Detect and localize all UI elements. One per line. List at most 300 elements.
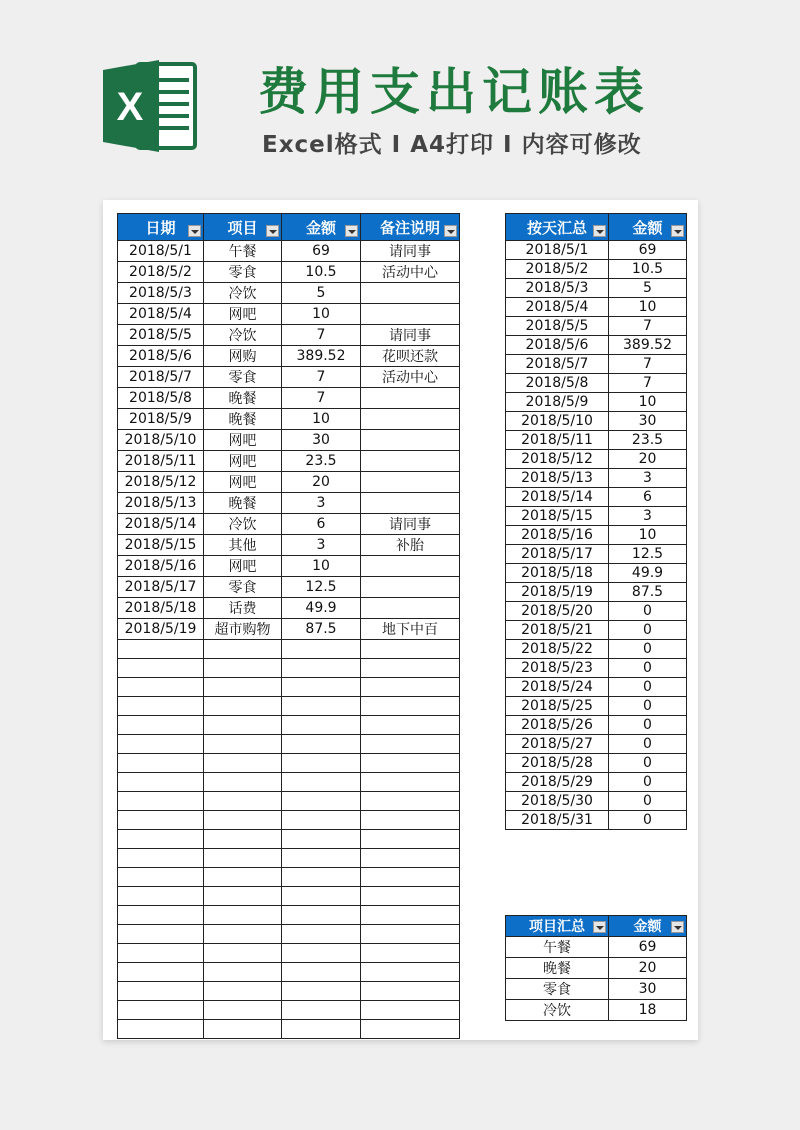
item-summary-table bbox=[505, 915, 687, 1021]
daily-cell[interactable]: 2018/5/1 bbox=[506, 241, 609, 260]
daily-cell[interactable]: 2018/5/20 bbox=[506, 602, 609, 621]
expense-empty-cell[interactable] bbox=[204, 868, 282, 887]
expense-empty-cell[interactable] bbox=[282, 659, 361, 678]
daily-row bbox=[506, 393, 687, 412]
daily-row bbox=[506, 507, 687, 526]
daily-cell[interactable]: 2018/5/3 bbox=[506, 279, 609, 298]
expense-cell[interactable]: 2018/5/6 bbox=[118, 346, 204, 367]
expense-cell[interactable]: 12.5 bbox=[282, 577, 361, 598]
filter-dropdown-icon[interactable] bbox=[593, 225, 606, 237]
expense-cell[interactable] bbox=[361, 556, 460, 577]
expense-empty-cell[interactable] bbox=[118, 659, 204, 678]
daily-cell[interactable]: 2018/5/18 bbox=[506, 564, 609, 583]
expense-empty-cell[interactable] bbox=[282, 697, 361, 716]
expense-empty-cell[interactable] bbox=[282, 849, 361, 868]
expense-empty-cell[interactable] bbox=[118, 773, 204, 792]
daily-cell[interactable]: 10 bbox=[609, 526, 687, 545]
expense-empty-cell[interactable] bbox=[204, 1001, 282, 1020]
expense-empty-cell[interactable] bbox=[204, 982, 282, 1001]
expense-cell[interactable]: 其他 bbox=[204, 535, 282, 556]
expense-row bbox=[118, 514, 460, 535]
daily-row bbox=[506, 241, 687, 260]
expense-cell[interactable]: 6 bbox=[282, 514, 361, 535]
daily-row bbox=[506, 640, 687, 659]
expense-empty-cell[interactable] bbox=[118, 640, 204, 659]
expense-row bbox=[118, 325, 460, 346]
daily-cell[interactable]: 2018/5/15 bbox=[506, 507, 609, 526]
daily-cell[interactable]: 0 bbox=[609, 640, 687, 659]
daily-cell[interactable]: 0 bbox=[609, 773, 687, 792]
expense-cell[interactable]: 2018/5/4 bbox=[118, 304, 204, 325]
expense-empty-cell[interactable] bbox=[361, 1020, 460, 1039]
expense-cell[interactable]: 49.9 bbox=[282, 598, 361, 619]
expense-cell[interactable]: 补胎 bbox=[361, 535, 460, 556]
expense-cell[interactable]: 零食 bbox=[204, 367, 282, 388]
expense-empty-cell[interactable] bbox=[361, 1001, 460, 1020]
daily-row bbox=[506, 488, 687, 507]
expense-cell[interactable]: 10 bbox=[282, 556, 361, 577]
expense-cell[interactable]: 2018/5/17 bbox=[118, 577, 204, 598]
daily-cell[interactable]: 2018/5/26 bbox=[506, 716, 609, 735]
expense-empty-cell[interactable] bbox=[282, 906, 361, 925]
daily-cell[interactable]: 2018/5/16 bbox=[506, 526, 609, 545]
expense-empty-cell[interactable] bbox=[204, 754, 282, 773]
item-cell[interactable]: 69 bbox=[609, 937, 687, 958]
expense-cell[interactable]: 网吧 bbox=[204, 472, 282, 493]
expense-cell[interactable]: 活动中心 bbox=[361, 262, 460, 283]
expense-cell[interactable]: 2018/5/12 bbox=[118, 472, 204, 493]
expense-cell[interactable]: 地下中百 bbox=[361, 619, 460, 640]
expense-row bbox=[118, 262, 460, 283]
daily-header-1: 金额 bbox=[609, 214, 687, 241]
daily-cell[interactable]: 2018/5/17 bbox=[506, 545, 609, 564]
daily-cell[interactable]: 2018/5/30 bbox=[506, 792, 609, 811]
expense-empty-cell[interactable] bbox=[118, 906, 204, 925]
expense-cell[interactable]: 7 bbox=[282, 325, 361, 346]
expense-empty-cell[interactable] bbox=[282, 830, 361, 849]
expense-row bbox=[118, 598, 460, 619]
daily-cell[interactable]: 389.52 bbox=[609, 336, 687, 355]
expense-empty-cell[interactable] bbox=[361, 906, 460, 925]
expense-empty-cell[interactable] bbox=[118, 754, 204, 773]
expense-cell[interactable]: 2018/5/13 bbox=[118, 493, 204, 514]
daily-row bbox=[506, 412, 687, 431]
expense-cell[interactable]: 2018/5/11 bbox=[118, 451, 204, 472]
expense-empty-cell[interactable] bbox=[118, 849, 204, 868]
expense-cell[interactable]: 零食 bbox=[204, 262, 282, 283]
daily-row bbox=[506, 336, 687, 355]
expense-empty-cell[interactable] bbox=[118, 1020, 204, 1039]
daily-row bbox=[506, 792, 687, 811]
expense-cell[interactable] bbox=[361, 283, 460, 304]
expense-empty-cell[interactable] bbox=[282, 716, 361, 735]
expense-empty-cell[interactable] bbox=[361, 754, 460, 773]
expense-empty-cell[interactable] bbox=[118, 830, 204, 849]
item-cell[interactable]: 20 bbox=[609, 958, 687, 979]
expense-cell[interactable]: 2018/5/8 bbox=[118, 388, 204, 409]
expense-cell[interactable]: 晚餐 bbox=[204, 409, 282, 430]
expense-empty-cell[interactable] bbox=[204, 963, 282, 982]
expense-empty-cell[interactable] bbox=[361, 963, 460, 982]
daily-cell[interactable]: 2018/5/28 bbox=[506, 754, 609, 773]
expense-cell[interactable]: 午餐 bbox=[204, 241, 282, 262]
expense-header-0: 日期 bbox=[118, 214, 204, 241]
expense-empty-cell[interactable] bbox=[204, 678, 282, 697]
item-cell[interactable]: 18 bbox=[609, 1000, 687, 1021]
expense-cell[interactable] bbox=[361, 577, 460, 598]
expense-empty-cell[interactable] bbox=[282, 1020, 361, 1039]
daily-cell[interactable]: 2018/5/4 bbox=[506, 298, 609, 317]
expense-empty-row bbox=[118, 849, 460, 868]
daily-cell[interactable]: 2018/5/24 bbox=[506, 678, 609, 697]
expense-empty-cell[interactable] bbox=[282, 640, 361, 659]
daily-row bbox=[506, 279, 687, 298]
expense-cell[interactable]: 23.5 bbox=[282, 451, 361, 472]
expense-empty-cell[interactable] bbox=[361, 925, 460, 944]
daily-cell[interactable]: 2018/5/19 bbox=[506, 583, 609, 602]
expense-cell[interactable]: 2018/5/16 bbox=[118, 556, 204, 577]
expense-empty-cell[interactable] bbox=[361, 830, 460, 849]
item-cell[interactable]: 晚餐 bbox=[506, 958, 609, 979]
expense-cell[interactable]: 3 bbox=[282, 493, 361, 514]
item-cell[interactable]: 冷饮 bbox=[506, 1000, 609, 1021]
expense-empty-cell[interactable] bbox=[282, 1001, 361, 1020]
expense-empty-cell[interactable] bbox=[204, 925, 282, 944]
daily-header-0: 按天汇总 bbox=[506, 214, 609, 241]
daily-cell[interactable]: 0 bbox=[609, 716, 687, 735]
expense-empty-row bbox=[118, 944, 460, 963]
expense-cell[interactable]: 网吧 bbox=[204, 451, 282, 472]
expense-cell[interactable]: 2018/5/1 bbox=[118, 241, 204, 262]
expense-cell[interactable]: 请同事 bbox=[361, 514, 460, 535]
page-title: 费用支出记账表 bbox=[258, 63, 650, 121]
expense-empty-cell[interactable] bbox=[361, 697, 460, 716]
daily-row bbox=[506, 526, 687, 545]
expense-empty-row bbox=[118, 773, 460, 792]
daily-cell[interactable]: 2018/5/14 bbox=[506, 488, 609, 507]
daily-row bbox=[506, 317, 687, 336]
expense-empty-cell[interactable] bbox=[204, 697, 282, 716]
daily-row bbox=[506, 716, 687, 735]
daily-cell[interactable]: 6 bbox=[609, 488, 687, 507]
daily-cell[interactable]: 2018/5/22 bbox=[506, 640, 609, 659]
expense-empty-row bbox=[118, 640, 460, 659]
daily-cell[interactable]: 2018/5/5 bbox=[506, 317, 609, 336]
expense-empty-cell[interactable] bbox=[361, 944, 460, 963]
expense-cell[interactable]: 网吧 bbox=[204, 556, 282, 577]
expense-row bbox=[118, 241, 460, 262]
daily-cell[interactable]: 0 bbox=[609, 754, 687, 773]
expense-empty-cell[interactable] bbox=[361, 849, 460, 868]
expense-empty-cell[interactable] bbox=[361, 640, 460, 659]
expense-row bbox=[118, 619, 460, 640]
daily-row bbox=[506, 773, 687, 792]
expense-cell[interactable]: 网吧 bbox=[204, 304, 282, 325]
expense-cell[interactable]: 2018/5/14 bbox=[118, 514, 204, 535]
daily-row bbox=[506, 564, 687, 583]
expense-cell[interactable]: 20 bbox=[282, 472, 361, 493]
daily-cell[interactable]: 7 bbox=[609, 317, 687, 336]
expense-cell[interactable]: 零食 bbox=[204, 577, 282, 598]
expense-empty-row bbox=[118, 887, 460, 906]
filter-dropdown-icon[interactable] bbox=[188, 225, 201, 237]
expense-row bbox=[118, 388, 460, 409]
expense-empty-row bbox=[118, 906, 460, 925]
expense-cell[interactable]: 10.5 bbox=[282, 262, 361, 283]
expense-header-1: 项目 bbox=[204, 214, 282, 241]
daily-cell[interactable]: 7 bbox=[609, 374, 687, 393]
filter-dropdown-icon[interactable] bbox=[593, 921, 606, 933]
expense-cell[interactable]: 晚餐 bbox=[204, 388, 282, 409]
expense-empty-row bbox=[118, 792, 460, 811]
expense-empty-cell[interactable] bbox=[118, 887, 204, 906]
daily-cell[interactable]: 10 bbox=[609, 393, 687, 412]
expense-empty-cell[interactable] bbox=[361, 735, 460, 754]
daily-cell[interactable]: 69 bbox=[609, 241, 687, 260]
expense-cell[interactable]: 87.5 bbox=[282, 619, 361, 640]
expense-empty-cell[interactable] bbox=[282, 678, 361, 697]
item-header-1: 金额 bbox=[609, 916, 687, 937]
expense-empty-cell[interactable] bbox=[204, 887, 282, 906]
daily-row bbox=[506, 469, 687, 488]
daily-row bbox=[506, 298, 687, 317]
daily-cell[interactable]: 2018/5/29 bbox=[506, 773, 609, 792]
expense-empty-cell[interactable] bbox=[204, 735, 282, 754]
item-cell[interactable]: 零食 bbox=[506, 979, 609, 1000]
item-cell[interactable]: 30 bbox=[609, 979, 687, 1000]
daily-cell[interactable]: 2018/5/11 bbox=[506, 431, 609, 450]
daily-cell[interactable]: 2018/5/9 bbox=[506, 393, 609, 412]
expense-table bbox=[117, 213, 460, 1039]
expense-empty-cell[interactable] bbox=[204, 906, 282, 925]
daily-row bbox=[506, 545, 687, 564]
item-row bbox=[506, 1000, 687, 1021]
expense-cell[interactable]: 2018/5/9 bbox=[118, 409, 204, 430]
expense-empty-row bbox=[118, 697, 460, 716]
expense-cell[interactable]: 2018/5/3 bbox=[118, 283, 204, 304]
item-header-0: 项目汇总 bbox=[506, 916, 609, 937]
expense-cell[interactable] bbox=[361, 304, 460, 325]
filter-dropdown-icon[interactable] bbox=[671, 225, 684, 237]
daily-row bbox=[506, 602, 687, 621]
daily-cell[interactable]: 0 bbox=[609, 602, 687, 621]
expense-cell[interactable]: 2018/5/19 bbox=[118, 619, 204, 640]
daily-cell[interactable]: 2018/5/12 bbox=[506, 450, 609, 469]
expense-cell[interactable]: 网购 bbox=[204, 346, 282, 367]
expense-row bbox=[118, 283, 460, 304]
expense-empty-cell[interactable] bbox=[282, 887, 361, 906]
expense-empty-cell[interactable] bbox=[361, 792, 460, 811]
filter-dropdown-icon[interactable] bbox=[266, 225, 279, 237]
expense-empty-cell[interactable] bbox=[204, 716, 282, 735]
expense-empty-cell[interactable] bbox=[282, 754, 361, 773]
daily-cell[interactable]: 2018/5/2 bbox=[506, 260, 609, 279]
expense-empty-cell[interactable] bbox=[118, 944, 204, 963]
expense-empty-cell[interactable] bbox=[361, 868, 460, 887]
expense-empty-row bbox=[118, 735, 460, 754]
daily-cell[interactable]: 0 bbox=[609, 735, 687, 754]
daily-row bbox=[506, 621, 687, 640]
daily-cell[interactable]: 3 bbox=[609, 507, 687, 526]
expense-cell[interactable]: 10 bbox=[282, 409, 361, 430]
expense-cell[interactable]: 2018/5/5 bbox=[118, 325, 204, 346]
expense-cell[interactable]: 冷饮 bbox=[204, 283, 282, 304]
expense-empty-row bbox=[118, 982, 460, 1001]
expense-empty-cell[interactable] bbox=[118, 678, 204, 697]
expense-empty-cell[interactable] bbox=[282, 868, 361, 887]
expense-cell[interactable]: 花呗还款 bbox=[361, 346, 460, 367]
expense-empty-cell[interactable] bbox=[282, 944, 361, 963]
expense-empty-cell[interactable] bbox=[361, 982, 460, 1001]
daily-row bbox=[506, 697, 687, 716]
daily-cell[interactable]: 2018/5/25 bbox=[506, 697, 609, 716]
item-row bbox=[506, 937, 687, 958]
expense-cell[interactable] bbox=[361, 493, 460, 514]
expense-cell[interactable]: 冷饮 bbox=[204, 514, 282, 535]
daily-cell[interactable]: 0 bbox=[609, 678, 687, 697]
expense-cell[interactable]: 69 bbox=[282, 241, 361, 262]
expense-empty-row bbox=[118, 925, 460, 944]
daily-row bbox=[506, 450, 687, 469]
expense-empty-cell[interactable] bbox=[118, 716, 204, 735]
expense-cell[interactable]: 网吧 bbox=[204, 430, 282, 451]
expense-empty-cell[interactable] bbox=[204, 944, 282, 963]
daily-summary-table bbox=[505, 213, 687, 830]
expense-cell[interactable]: 请同事 bbox=[361, 325, 460, 346]
expense-empty-cell[interactable] bbox=[118, 963, 204, 982]
item-cell[interactable]: 午餐 bbox=[506, 937, 609, 958]
expense-empty-row bbox=[118, 868, 460, 887]
page-subtitle: Excel格式 I A4打印 I 内容可修改 bbox=[262, 132, 642, 158]
expense-empty-cell[interactable] bbox=[282, 925, 361, 944]
expense-cell[interactable] bbox=[361, 388, 460, 409]
daily-row bbox=[506, 374, 687, 393]
expense-cell[interactable]: 2018/5/7 bbox=[118, 367, 204, 388]
daily-cell[interactable]: 7 bbox=[609, 355, 687, 374]
expense-empty-cell[interactable] bbox=[361, 887, 460, 906]
daily-cell[interactable]: 0 bbox=[609, 659, 687, 678]
expense-empty-cell[interactable] bbox=[118, 735, 204, 754]
expense-cell[interactable]: 超市购物 bbox=[204, 619, 282, 640]
expense-empty-cell[interactable] bbox=[204, 811, 282, 830]
expense-cell[interactable] bbox=[361, 409, 460, 430]
expense-empty-cell[interactable] bbox=[282, 735, 361, 754]
expense-empty-cell[interactable] bbox=[204, 849, 282, 868]
expense-empty-cell[interactable] bbox=[361, 659, 460, 678]
expense-empty-cell[interactable] bbox=[118, 925, 204, 944]
daily-cell[interactable]: 0 bbox=[609, 811, 687, 830]
expense-cell[interactable] bbox=[361, 472, 460, 493]
daily-cell[interactable]: 2018/5/7 bbox=[506, 355, 609, 374]
expense-empty-cell[interactable] bbox=[282, 811, 361, 830]
daily-cell[interactable]: 10.5 bbox=[609, 260, 687, 279]
expense-cell[interactable]: 冷饮 bbox=[204, 325, 282, 346]
expense-empty-cell[interactable] bbox=[204, 792, 282, 811]
daily-cell[interactable]: 2018/5/13 bbox=[506, 469, 609, 488]
expense-empty-row bbox=[118, 678, 460, 697]
filter-dropdown-icon[interactable] bbox=[671, 921, 684, 933]
expense-cell[interactable]: 活动中心 bbox=[361, 367, 460, 388]
daily-cell[interactable]: 87.5 bbox=[609, 583, 687, 602]
expense-cell[interactable]: 2018/5/15 bbox=[118, 535, 204, 556]
daily-cell[interactable]: 23.5 bbox=[609, 431, 687, 450]
daily-cell[interactable]: 2018/5/31 bbox=[506, 811, 609, 830]
expense-cell[interactable]: 30 bbox=[282, 430, 361, 451]
excel-logo-icon bbox=[103, 58, 199, 154]
expense-cell[interactable]: 3 bbox=[282, 535, 361, 556]
expense-cell[interactable] bbox=[361, 598, 460, 619]
expense-cell[interactable]: 7 bbox=[282, 388, 361, 409]
expense-cell[interactable]: 5 bbox=[282, 283, 361, 304]
expense-empty-cell[interactable] bbox=[204, 773, 282, 792]
expense-row bbox=[118, 451, 460, 472]
daily-cell[interactable]: 2018/5/21 bbox=[506, 621, 609, 640]
daily-cell[interactable]: 0 bbox=[609, 621, 687, 640]
expense-cell[interactable]: 2018/5/10 bbox=[118, 430, 204, 451]
expense-empty-cell[interactable] bbox=[118, 697, 204, 716]
expense-empty-cell[interactable] bbox=[282, 792, 361, 811]
daily-cell[interactable]: 12.5 bbox=[609, 545, 687, 564]
daily-cell[interactable]: 30 bbox=[609, 412, 687, 431]
filter-dropdown-icon[interactable] bbox=[345, 225, 358, 237]
expense-row bbox=[118, 304, 460, 325]
expense-cell[interactable]: 10 bbox=[282, 304, 361, 325]
daily-cell[interactable]: 2018/5/6 bbox=[506, 336, 609, 355]
expense-empty-cell[interactable] bbox=[204, 830, 282, 849]
expense-empty-cell[interactable] bbox=[118, 811, 204, 830]
expense-cell[interactable]: 请同事 bbox=[361, 241, 460, 262]
daily-cell[interactable]: 0 bbox=[609, 792, 687, 811]
expense-empty-row bbox=[118, 811, 460, 830]
expense-empty-cell[interactable] bbox=[118, 982, 204, 1001]
expense-cell[interactable]: 话费 bbox=[204, 598, 282, 619]
daily-cell[interactable]: 5 bbox=[609, 279, 687, 298]
expense-row bbox=[118, 577, 460, 598]
expense-empty-cell[interactable] bbox=[361, 773, 460, 792]
expense-empty-cell[interactable] bbox=[282, 982, 361, 1001]
daily-cell[interactable]: 20 bbox=[609, 450, 687, 469]
expense-cell[interactable]: 389.52 bbox=[282, 346, 361, 367]
expense-cell[interactable] bbox=[361, 451, 460, 472]
expense-cell[interactable]: 7 bbox=[282, 367, 361, 388]
expense-cell[interactable]: 2018/5/2 bbox=[118, 262, 204, 283]
daily-cell[interactable]: 0 bbox=[609, 697, 687, 716]
expense-empty-cell[interactable] bbox=[204, 1020, 282, 1039]
spreadsheet-sheet bbox=[103, 200, 698, 1040]
daily-cell[interactable]: 2018/5/27 bbox=[506, 735, 609, 754]
daily-cell[interactable]: 2018/5/10 bbox=[506, 412, 609, 431]
daily-cell[interactable]: 10 bbox=[609, 298, 687, 317]
expense-empty-cell[interactable] bbox=[204, 640, 282, 659]
expense-cell[interactable]: 晚餐 bbox=[204, 493, 282, 514]
expense-empty-cell[interactable] bbox=[282, 773, 361, 792]
expense-empty-cell[interactable] bbox=[118, 868, 204, 887]
expense-cell[interactable] bbox=[361, 430, 460, 451]
filter-dropdown-icon[interactable] bbox=[444, 225, 457, 237]
expense-empty-cell[interactable] bbox=[118, 1001, 204, 1020]
expense-cell[interactable]: 2018/5/18 bbox=[118, 598, 204, 619]
expense-empty-cell[interactable] bbox=[282, 963, 361, 982]
expense-empty-cell[interactable] bbox=[204, 659, 282, 678]
daily-cell[interactable]: 2018/5/8 bbox=[506, 374, 609, 393]
expense-empty-cell[interactable] bbox=[361, 678, 460, 697]
daily-cell[interactable]: 3 bbox=[609, 469, 687, 488]
expense-empty-cell[interactable] bbox=[361, 811, 460, 830]
expense-empty-cell[interactable] bbox=[361, 716, 460, 735]
daily-cell[interactable]: 49.9 bbox=[609, 564, 687, 583]
daily-cell[interactable]: 2018/5/23 bbox=[506, 659, 609, 678]
expense-empty-cell[interactable] bbox=[118, 792, 204, 811]
